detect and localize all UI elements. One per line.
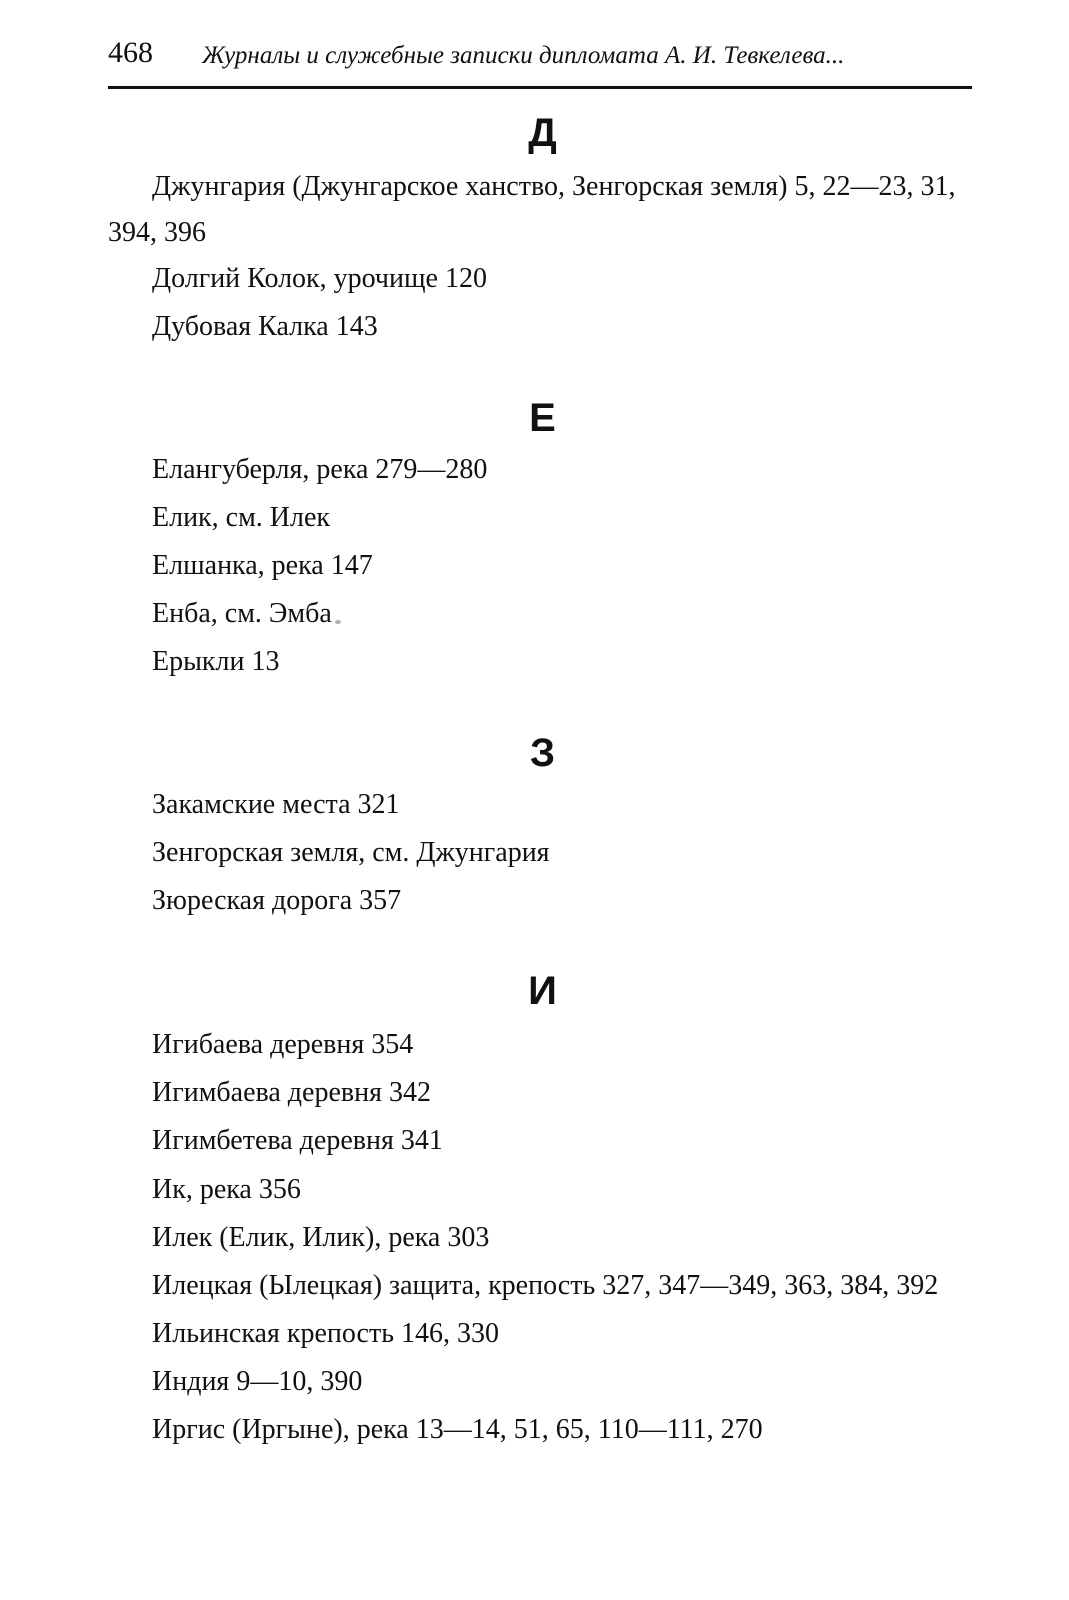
index-entry: Дубовая Калка 143 [152,311,378,342]
index-entry: Енба, см. Эмба [152,598,332,629]
index-entry: Игимбетева деревня 341 [152,1125,443,1156]
scan-speck [335,620,341,624]
index-entry: Зюреская дорога 357 [152,885,402,916]
index-entry: Ерыкли 13 [152,646,280,677]
index-entry: Джунгария (Джунгарское ханство, Зенгорская земля) 5, 22—23, 31, 394, 396 [108,171,956,248]
section-letter-z: З [529,731,556,775]
index-entry: Елик, см. Илек [152,502,331,533]
index-entry: Илек (Елик, Илик), река 303 [152,1222,490,1253]
index-entry: Закамские места 321 [152,789,400,820]
index-entry: Игимбаева деревня 342 [152,1077,431,1108]
index-entry: Иргис (Иргыне), река 13—14, 51, 65, 110—111, 270 [152,1414,763,1445]
section-letter-i: И [528,969,557,1013]
index-entry: Долгий Колок, урочище 120 [152,263,487,294]
index-entry: Елшанка, река 147 [152,550,373,581]
index-entry: Игибаева деревня 354 [152,1029,414,1060]
index-entry: Зенгорская земля, см. Джунгария [152,837,550,868]
index-entry: Ик, река 356 [152,1174,301,1205]
running-header [108,36,972,89]
section-letter-d: Д [528,111,557,155]
index-entry: Ильинская крепость 146, 330 [152,1318,499,1349]
index-entry: Илецкая (Ылецкая) защита, крепость 327, 347—349, 363, 384, 392 [152,1270,939,1301]
running-title: Журналы и служебные записки дипломата А. И. Тевкелева... [202,42,845,69]
section-letter-e: Е [529,396,556,440]
index-entry: Елангуберля, река 279—280 [152,454,488,485]
page-number: 468 [108,36,153,69]
index-entry: Индия 9—10, 390 [152,1366,363,1397]
